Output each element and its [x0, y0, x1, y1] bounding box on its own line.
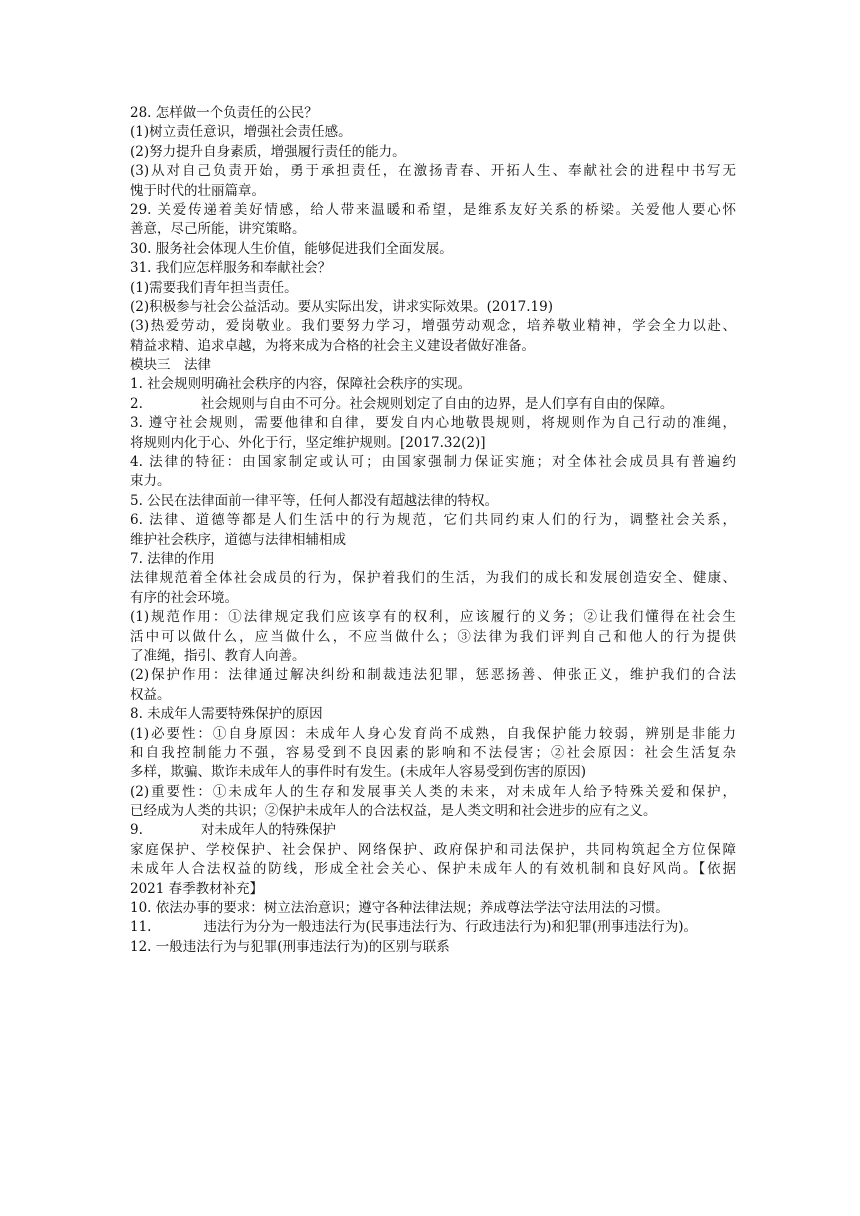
law-item-7-point-2-end: 权益。: [130, 686, 171, 703]
law-item-11: [130, 918, 736, 937]
law-item-9-text: 家庭保护、学校保护、社会保护、网络保护、政府保护和司法保护，共同构筑起全方位保障: [130, 841, 736, 858]
law-item-7-point-1-cont: 活中可以做什么，应当做什么，不应当做什么；③法律为我们评判自己和他人的行为提供: [130, 628, 736, 645]
law-item-7-point-2: (2)保护作用：法律通过解决纠纷和制裁违法犯罪，惩恶扬善、伸张正义，维护我们的合法: [130, 667, 736, 684]
law-item-5: 5. 公民在法律面前一律平等，任何人都没有超越法律的特权。: [130, 492, 499, 509]
law-item-7-point-1-end: 了准绳，指引、教育人向善。: [130, 647, 306, 664]
law-item-7-point-1: (1)规范作用：①法律规定我们应该享有的权利，应该履行的义务；②让我们懂得在社会生: [130, 609, 736, 626]
item-28-point-2: (2)努力提升自身素质，增强履行责任的能力。: [130, 143, 406, 160]
law-item-11-text: 违法行为分为一般违法行为(民事违法行为、行政违法行为)和犯罪(刑事违法行为)。: [203, 919, 698, 936]
item-28-point-3-cont: 愧于时代的壮丽篇章。: [130, 182, 265, 199]
law-item-8-point-1-cont: 和自我控制能力不强，容易受到不良因素的影响和不法侵害；②社会原因：社会生活复杂: [130, 744, 736, 761]
law-item-6-cont: 维护社会秩序，道德与法律相辅相成: [130, 531, 346, 548]
law-item-10: 10. 依法办事的要求：树立法治意识；遵守各种法律法规；养成尊法学法守法用法的习惯。: [130, 900, 669, 917]
item-31-point-3: (3)热爱劳动，爱岗敬业。我们要努力学习，增强劳动观念，培养敬业精神，学会全力以赴、: [130, 318, 736, 335]
module-3-heading: 模块三 法律: [130, 357, 211, 374]
law-item-8-point-2-end: 已经成为人类的共识；②保护未成年人的合法权益，是人类文明和社会进步的应有之义。: [130, 803, 657, 820]
item-29-text: 29. 关爱传递着美好情感，给人带来温暖和希望，是维系友好关系的桥梁。关爱他人要心怀: [130, 201, 736, 218]
law-item-4-cont: 束力。: [130, 473, 171, 490]
law-item-9-text-cont: 未成年人合法权益的防线，形成全社会关心、保护未成年人的有效机制和良好风尚。【依据: [130, 861, 736, 878]
item-28-heading: 28. 怎样做一个负责任的公民？: [130, 105, 318, 121]
law-item-4: 4. 法律的特征：由国家制定或认可；由国家强制力保证实施；对全体社会成员具有普遍约: [130, 454, 736, 471]
item-28-point-3: (3)从对自己负责开始，勇于承担责任，在激扬青春、开拓人生、奉献社会的进程中书写无: [130, 163, 736, 180]
law-item-9-number: 9.: [130, 822, 143, 839]
law-item-9-title: 对未成年人的特殊保护: [200, 822, 336, 839]
item-31-heading: 31. 我们应怎样服务和奉献社会？: [130, 260, 332, 277]
law-item-7-heading: 7. 法律的作用: [130, 550, 215, 567]
law-item-2-text: 社会规则与自由不可分。社会规则划定了自由的边界，是人们享有自由的保障。: [200, 395, 674, 412]
law-item-7-text-cont: 有序的社会环境。: [130, 589, 238, 606]
law-item-3: 3. 遵守社会规则，需要他律和自律，要发自内心地敬畏规则，将规则作为自己行动的准绳，: [130, 415, 736, 432]
item-31-point-2: (2)积极参与社会公益活动。要从实际出发，讲求实际效果。(2017.19): [130, 298, 553, 315]
law-item-6: 6. 法律、道德等都是人们生活中的行为规范，它们共同约束人们的行为，调整社会关系，: [130, 512, 736, 529]
document-page: [130, 104, 736, 957]
item-30-text: 30. 服务社会体现人生价值，能够促进我们全面发展。: [130, 240, 453, 257]
law-item-8-point-1: (1)必要性：①自身原因：未成年人身心发育尚不成熟，自我保护能力较弱，辨别是非能力: [130, 725, 736, 742]
item-28-point-1: (1)树立责任意识，增强社会责任感。: [130, 124, 352, 141]
law-item-12: 12. 一般违法行为与犯罪(刑事违法行为)的区别与联系: [130, 938, 450, 955]
law-item-9-heading: [130, 821, 736, 840]
law-item-1: 1. 社会规则明确社会秩序的内容，保障社会秩序的实现。: [130, 376, 472, 393]
law-item-8-point-2: (2)重要性：①未成年人的生存和发展事关人类的未来，对未成年人给予特殊关爱和保护，: [130, 783, 736, 800]
law-item-9-source: 2021 春季教材补充】: [130, 880, 264, 897]
law-item-3-cont: 将规则内化于心、外化于行，坚定维护规则。[2017.32(2)]: [130, 434, 486, 451]
law-item-2-number: 2.: [130, 395, 143, 412]
law-item-11-number: 11.: [130, 919, 152, 936]
item-31-point-3-cont: 精益求精、追求卓越，为将来成为合格的社会主义建设者做好准备。: [130, 337, 535, 354]
law-item-8-point-1-end: 多样，欺骗、欺诈未成年人的事件时有发生。(未成年人容易受到伤害的原因): [130, 764, 587, 781]
law-item-2: [130, 395, 736, 414]
law-item-7-text: 法律规范着全体社会成员的行为，保护着我们的生活，为我们的成长和发展创造安全、健康、: [130, 570, 736, 587]
item-29-text-cont: 善意，尽己所能，讲究策略。: [130, 221, 306, 238]
law-item-8-heading: 8. 未成年人需要特殊保护的原因: [130, 706, 323, 723]
item-31-point-1: (1)需要我们青年担当责任。: [130, 279, 298, 296]
